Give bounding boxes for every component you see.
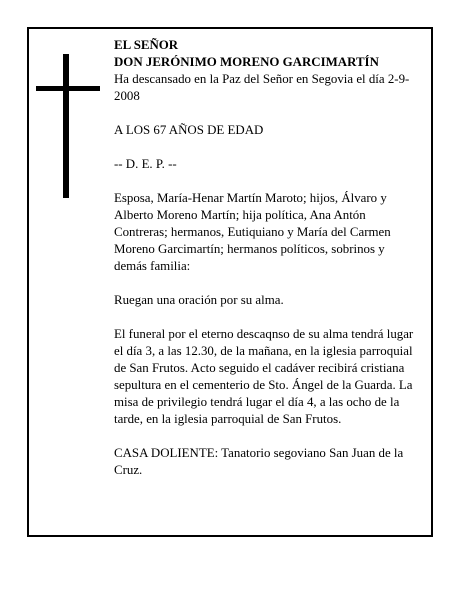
prayer-request: Ruegan una oración por su alma. [114, 293, 284, 307]
deceased-name: DON JERÓNIMO MORENO GARCIMARTÍN [114, 55, 379, 69]
honorific-title: EL SEÑOR [114, 38, 179, 52]
death-statement: Ha descansado en la Paz del Señor en Segovia el día 2-9-2008 [114, 72, 410, 103]
rip-line: -- D. E. P. -- [114, 157, 177, 171]
funeral-paragraph: El funeral por el eterno descaqnso de su alma tendrá lugar el día 3, a las 12.30, de la mañana, en la iglesia parroquial de San Frutos. Acto seguido el cadáver recibirá cristiana sepultura en el cementerio de Sto. Ángel de la Guarda. La misa de privilegio tendrá lugar el día 4, a las ocho de la tarde, en la iglesia parroquial de San Frutos. [114, 327, 414, 426]
mourning-house: CASA DOLIENTE: Tanatorio segoviano San Juan de la Cruz. [114, 446, 404, 477]
obituary-text [114, 37, 420, 479]
age-line: A LOS 67 AÑOS DE EDAD [114, 123, 264, 137]
cross-vertical-bar [63, 54, 69, 198]
cross-horizontal-bar [36, 86, 100, 91]
family-paragraph: Esposa, María-Henar Martín Maroto; hijos, Álvaro y Alberto Moreno Martín; hija política, Ana Antón Contreras; hermanos, Eutiquiano y María del Carmen Moreno Garcimartín; hermanos políticos, sobrinos y demás familia: [114, 191, 391, 273]
latin-cross-icon [36, 54, 100, 198]
